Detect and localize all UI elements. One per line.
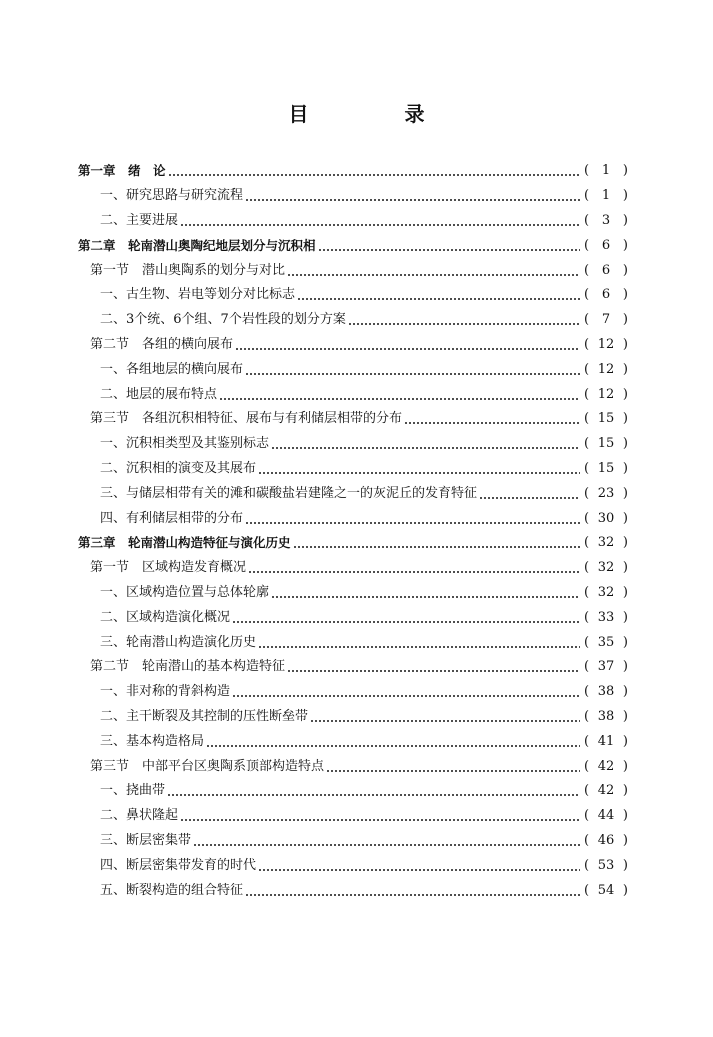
toc-leader-dots: [258, 859, 580, 873]
toc-page-number: ( 37 ): [584, 659, 628, 675]
toc-section-entry: [0, 333, 713, 358]
toc-entry-title: 二、地层的展布特点: [100, 386, 218, 402]
toc-entry-title: 一、区域构造位置与总体轮廓: [100, 584, 270, 600]
toc-entry-title: 第一章 绪 论: [78, 163, 166, 179]
toc-leader-dots: [219, 388, 580, 402]
toc-leader-dots: [293, 536, 580, 550]
toc-page-number: ( 6 ): [584, 237, 628, 253]
toc-page-number: ( 41 ): [584, 733, 628, 749]
toc-entry-title: 一、沉积相类型及其鉴别标志: [100, 436, 270, 452]
toc-entry-title: 一、古生物、岩电等划分对比标志: [100, 287, 296, 303]
toc-entry-title: 第二章 轮南潜山奥陶纪地层划分与沉积相: [78, 237, 316, 253]
toc-leader-dots: [245, 884, 580, 898]
toc-subsection-entry: [0, 432, 713, 457]
toc-page-number: ( 6 ): [584, 287, 628, 303]
toc-leader-dots: [404, 412, 580, 426]
toc-entry-title: 第一节 潜山奥陶系的划分与对比: [90, 262, 286, 278]
toc-subsection-entry: [0, 605, 713, 630]
toc-page-value: 7: [601, 312, 611, 328]
toc-page-value: 30: [597, 510, 615, 526]
toc-page-value: 54: [597, 882, 615, 898]
toc-subsection-entry: [0, 729, 713, 754]
toc-page-number: ( 54 ): [584, 882, 628, 898]
toc-page-number: ( 15 ): [584, 460, 628, 476]
toc-page-number: ( 38 ): [584, 708, 628, 724]
toc-page-value: 35: [597, 634, 615, 650]
toc-page-number: ( 32 ): [584, 560, 628, 576]
toc-page-value: 33: [597, 609, 615, 625]
toc-entry-title: 三、轮南潜山构造演化历史: [100, 634, 257, 650]
toc-leader-dots: [180, 214, 580, 228]
toc-leader-dots: [479, 487, 580, 501]
toc-entry-title: 第一节 区域构造发育概况: [90, 560, 247, 576]
toc-page-value: 1: [601, 188, 611, 204]
toc-section-entry: [0, 754, 713, 779]
toc-page-value: 6: [601, 287, 611, 303]
toc-leader-dots: [318, 239, 580, 253]
toc-subsection-entry: [0, 481, 713, 506]
toc-leader-dots: [167, 784, 580, 798]
toc-page-number: ( 7 ): [584, 312, 628, 328]
toc-subsection-entry: [0, 829, 713, 854]
toc-entry-title: 五、断裂构造的组合特征: [100, 882, 244, 898]
toc-section-entry: [0, 407, 713, 432]
toc-subsection-entry: [0, 779, 713, 804]
toc-page-number: ( 30 ): [584, 510, 628, 526]
toc-leader-dots: [245, 512, 580, 526]
toc-page-number: ( 35 ): [584, 634, 628, 650]
toc-page-number: ( 1 ): [584, 163, 628, 179]
toc-entry-title: 四、断层密集带发育的时代: [100, 857, 257, 873]
toc-leader-dots: [297, 288, 580, 302]
toc-page-value: 32: [597, 560, 615, 576]
toc-entry-title: 二、鼻状隆起: [100, 808, 179, 824]
toc-page-number: ( 3 ): [584, 212, 628, 228]
toc-leader-dots: [326, 760, 580, 774]
toc-entry-title: 第二节 各组的横向展布: [90, 336, 234, 352]
toc-page-number: ( 23 ): [584, 485, 628, 501]
page-title: 目 录: [288, 102, 463, 126]
toc-page-value: 3: [601, 212, 611, 228]
toc-leader-dots: [235, 338, 580, 352]
toc-chapter-entry: [0, 159, 713, 184]
toc-entry-title: 二、区域构造演化概况: [100, 609, 231, 625]
toc-subsection-entry: [0, 209, 713, 234]
toc-leader-dots: [206, 735, 580, 749]
toc-page-value: 53: [597, 857, 615, 873]
toc-page-number: ( 15 ): [584, 411, 628, 427]
toc-entry-title: 第三节 各组沉积相特征、展布与有利储层相带的分布: [90, 411, 403, 427]
toc-entry-title: 二、主干断裂及其控制的压性断垒带: [100, 708, 309, 724]
toc-entry-title: 三、断层密集带: [100, 832, 192, 848]
toc-page-value: 37: [597, 659, 615, 675]
toc-page-value: 15: [597, 436, 615, 452]
toc-chapter-entry: [0, 531, 713, 556]
toc-subsection-entry: [0, 283, 713, 308]
toc-leader-dots: [232, 685, 580, 699]
toc-page-number: ( 42 ): [584, 758, 628, 774]
toc-subsection-entry: [0, 680, 713, 705]
toc-chapter-entry: [0, 233, 713, 258]
toc-entry-title: 二、主要进展: [100, 212, 179, 228]
toc-entry-title: 二、3个统、6个组、7个岩性段的划分方案: [100, 312, 346, 328]
toc-page-value: 12: [597, 336, 615, 352]
toc-subsection-entry: [0, 630, 713, 655]
toc-subsection-entry: [0, 382, 713, 407]
toc-page-value: 23: [597, 485, 615, 501]
toc-page-number: ( 12 ): [584, 361, 628, 377]
toc-subsection-entry: [0, 184, 713, 209]
toc-entry-title: 第三章 轮南潜山构造特征与演化历史: [78, 535, 291, 551]
toc-entry-title: 四、有利储层相带的分布: [100, 510, 244, 526]
toc-page-number: ( 15 ): [584, 436, 628, 452]
toc-entry-title: 一、研究思路与研究流程: [100, 188, 244, 204]
toc-leader-dots: [287, 264, 580, 278]
toc-leader-dots: [193, 834, 580, 848]
toc-leader-dots: [180, 809, 580, 823]
toc-page-number: ( 53 ): [584, 857, 628, 873]
toc-page-value: 41: [597, 733, 615, 749]
toc-page-value: 42: [597, 783, 615, 799]
toc-entry-title: 第二节 轮南潜山的基本构造特征: [90, 659, 286, 675]
toc-section-entry: [0, 655, 713, 680]
toc-entry-title: 三、与储层相带有关的滩和碳酸盐岩建隆之一的灰泥丘的发育特征: [100, 485, 478, 501]
toc-page-number: ( 46 ): [584, 832, 628, 848]
toc-page-value: 6: [601, 237, 611, 253]
toc-page-value: 44: [597, 808, 615, 824]
toc-leader-dots: [287, 660, 580, 674]
toc-subsection-entry: [0, 308, 713, 333]
toc-page-value: 6: [601, 262, 611, 278]
toc-entry-title: 二、沉积相的演变及其展布: [100, 460, 257, 476]
toc-page-value: 12: [597, 386, 615, 402]
toc-leader-dots: [310, 710, 580, 724]
toc-section-entry: [0, 258, 713, 283]
toc-page-value: 46: [597, 832, 615, 848]
toc-leader-dots: [271, 437, 580, 451]
toc-entry-title: 一、挠曲带: [100, 783, 166, 799]
toc-page-number: ( 32 ): [584, 584, 628, 600]
toc-page-value: 1: [601, 163, 611, 179]
toc-subsection-entry: [0, 357, 713, 382]
toc-leader-dots: [258, 636, 580, 650]
toc-page-number: ( 1 ): [584, 188, 628, 204]
toc-subsection-entry: [0, 506, 713, 531]
toc-page-value: 32: [597, 584, 615, 600]
toc-leader-dots: [348, 313, 580, 327]
toc-subsection-entry: [0, 581, 713, 606]
toc-page-number: ( 12 ): [584, 386, 628, 402]
toc-page-value: 15: [597, 411, 615, 427]
toc-subsection-entry: [0, 878, 713, 903]
toc-page-number: ( 32 ): [584, 535, 628, 551]
toc-subsection-entry: [0, 457, 713, 482]
toc-leader-dots: [258, 462, 580, 476]
toc-page-number: ( 12 ): [584, 336, 628, 352]
toc-page-number: ( 33 ): [584, 609, 628, 625]
toc-page-value: 15: [597, 460, 615, 476]
toc-subsection-entry: [0, 804, 713, 829]
toc-subsection-entry: [0, 853, 713, 878]
toc-page-number: ( 38 ): [584, 684, 628, 700]
toc-leader-dots: [232, 611, 580, 625]
toc-leader-dots: [168, 164, 580, 178]
toc-page-number: ( 6 ): [584, 262, 628, 278]
toc-page-value: 32: [597, 535, 615, 551]
toc-section-entry: [0, 556, 713, 581]
toc-page-value: 12: [597, 361, 615, 377]
toc-page-number: ( 44 ): [584, 808, 628, 824]
toc-page-value: 38: [597, 684, 615, 700]
toc-page-value: 42: [597, 758, 615, 774]
toc-leader-dots: [271, 586, 580, 600]
toc-entry-title: 三、基本构造格局: [100, 733, 205, 749]
toc-subsection-entry: [0, 705, 713, 730]
toc-entry-title: 一、非对称的背斜构造: [100, 684, 231, 700]
toc-leader-dots: [245, 363, 580, 377]
toc-page-value: 38: [597, 708, 615, 724]
toc-entry-title: 第三节 中部平台区奥陶系顶部构造特点: [90, 758, 325, 774]
toc-list: [0, 159, 713, 903]
toc-page-number: ( 42 ): [584, 783, 628, 799]
toc-leader-dots: [245, 189, 580, 203]
toc-entry-title: 一、各组地层的横向展布: [100, 361, 244, 377]
toc-leader-dots: [248, 561, 580, 575]
